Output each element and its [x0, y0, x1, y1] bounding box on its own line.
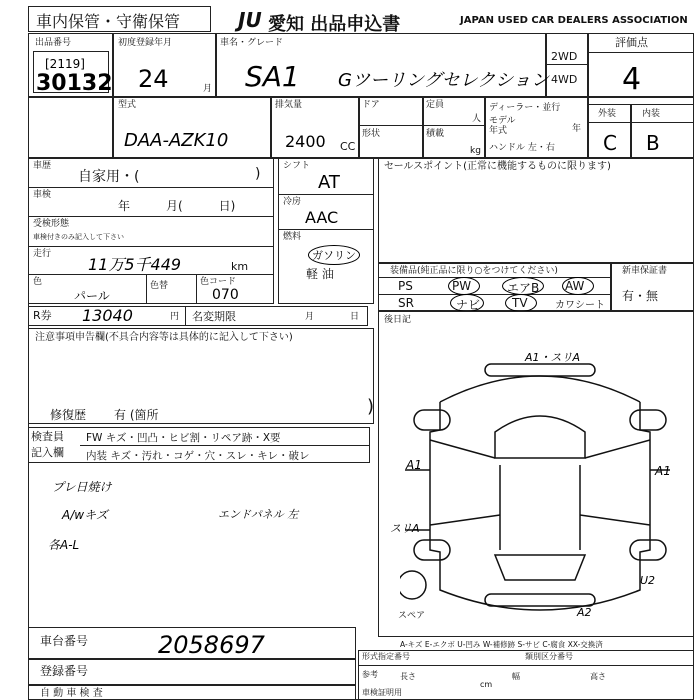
- aircon-value: AAC: [305, 208, 339, 227]
- interior-grade: B: [646, 131, 660, 155]
- score-value: 4: [622, 62, 642, 97]
- handwritten-note-2: A/wキズ: [62, 508, 108, 522]
- car-grade: Gツーリングセレクション: [338, 70, 549, 91]
- car-damage-diagram: [400, 340, 680, 625]
- parking-note: 車内保管・守衛保管: [36, 12, 181, 31]
- fuel-value: ガソリン: [308, 245, 360, 265]
- model-code: DAA-AZK10: [124, 130, 229, 151]
- lot-no-label: 出品番号: [35, 38, 72, 48]
- score-label: 評価点: [615, 36, 648, 49]
- car-name: SA1: [245, 60, 300, 93]
- first-reg-label: 初度登録年月: [118, 38, 173, 48]
- lot-no: 30132: [36, 71, 113, 96]
- displacement: 2400: [285, 132, 326, 151]
- name-grade-label: 車名・グレード: [220, 38, 284, 48]
- form-title: 愛知 出品申込書: [268, 14, 401, 35]
- handwritten-note-1: プレ日焼け: [52, 480, 112, 494]
- sales-point-label: セールスポイント(正常に機能するものに限ります): [384, 161, 611, 172]
- handwritten-note-3: 各A-L: [48, 538, 80, 552]
- first-reg-year: 24: [138, 65, 169, 93]
- color-code: 070: [212, 287, 239, 303]
- mileage: 11万5千449: [88, 255, 182, 274]
- form-title-en: JAPAN USED CAR DEALERS ASSOCIATION: [460, 15, 688, 26]
- chassis-no: 2058697: [158, 631, 265, 659]
- color-value: パール: [74, 289, 110, 303]
- ju-logo: JU: [238, 8, 262, 32]
- handwritten-note-4: エンドパネル 左: [218, 508, 299, 521]
- exterior-grade: C: [603, 131, 617, 155]
- shift-value: AT: [318, 172, 340, 193]
- recycle-fee: 13040: [82, 306, 133, 325]
- lot-sub: [2119]: [45, 57, 85, 71]
